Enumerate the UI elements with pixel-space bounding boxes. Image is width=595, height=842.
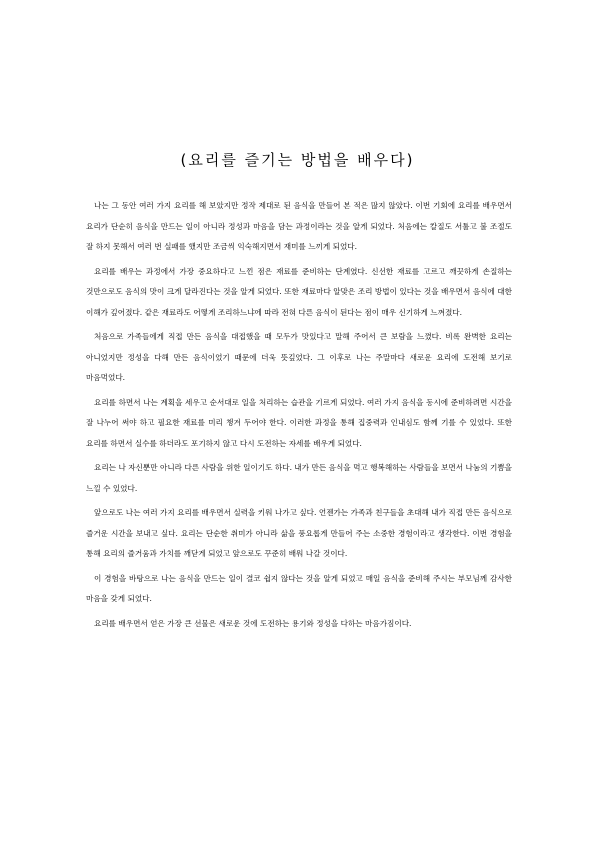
body-paragraph-7: 이 경험을 바탕으로 나는 음식을 만드는 일이 결코 쉽지 않다는 것을 알게 되었고 매일 음식을 준비해 주시는 부모님께 감사한 마음을 갖게 되었다.	[86, 573, 512, 603]
body-paragraph-5: 요리는 나 자신뿐만 아니라 다른 사람을 위한 일이기도 하다. 내가 만든 음식을 먹고 행복해하는 사람들을 보면서 나눔의 기쁨을 느낄 수 있었다.	[86, 463, 512, 493]
body-paragraph-4: 요리를 하면서 나는 계획을 세우고 순서대로 일을 처리하는 습관을 기르게 되었다. 여러 가지 음식을 동시에 준비하려면 시간을 잘 나누어 써야 하고 필요한 재료를 미리 챙겨 두어야 한다. 이러한 과정을 통해 집중력과 인내심도 함께 기를 수 있었다. 또한 요리를 하면서 실수를 하더라도 포기하지 않고 다시 도전하는 자세를 배우게 되었다.	[86, 397, 512, 448]
body-paragraph-2: 요리를 배우는 과정에서 가장 중요하다고 느낀 점은 재료를 준비하는 단계였다. 신선한 재료를 고르고 깨끗하게 손질하는 것만으로도 음식의 맛이 크게 달라진다는 것을 알게 되었다. 또한 재료마다 알맞은 조리 방법이 있다는 것을 배우면서 음식에 대한 이해가 깊어졌다. 같은 재료라도 어떻게 조리하느냐에 따라 전혀 다른 음식이 된다는 점이 매우 신기하게 느껴졌다.	[86, 266, 512, 317]
body-paragraph-8: 요리를 배우면서 얻은 가장 큰 선물은 새로운 것에 도전하는 용기와 정성을 다하는 마음가짐이다.	[94, 618, 412, 628]
body-paragraph-3: 처음으로 가족들에게 직접 만든 음식을 대접했을 때 모두가 맛있다고 말해 주어서 큰 보람을 느꼈다. 비록 완벽한 요리는 아니었지만 정성을 다해 만든 음식이었기 때문에 더욱 뜻깊었다. 그 이후로 나는 주말마다 새로운 요리에 도전해 보기로 마음먹었다.	[86, 332, 512, 382]
document-title: (요리를 즐기는 방법을 배우다)	[180, 151, 415, 169]
body-paragraph-6: 앞으로도 나는 여러 가지 요리를 배우면서 실력을 키워 나가고 싶다. 언젠가는 가족과 친구들을 초대해 내가 직접 만든 음식으로 즐거운 시간을 보내고 싶다. 요리는 단순한 취미가 아니라 삶을 풍요롭게 만들어 주는 소중한 경험이라고 생각한다. 이번 경험을 통해 요리의 즐거움과 가치를 깨닫게 되었고 앞으로도 꾸준히 배워 나갈 것이다.	[86, 508, 512, 558]
body-paragraph-1: 나는 그 동안 여러 가지 요리를 해 보았지만 정작 제대로 된 음식을 만들어 본 적은 많지 않았다. 이번 기회에 요리를 배우면서 요리가 단순히 음식을 만드는 일이 아니라 정성과 마음을 담는 과정이라는 것을 알게 되었다. 처음에는 칼질도 서툴고 불 조절도 잘 하지 못해서 여러 번 실패를 했지만 조금씩 익숙해지면서 재미를 느끼게 되었다.	[86, 201, 512, 251]
document-body	[86, 196, 512, 638]
